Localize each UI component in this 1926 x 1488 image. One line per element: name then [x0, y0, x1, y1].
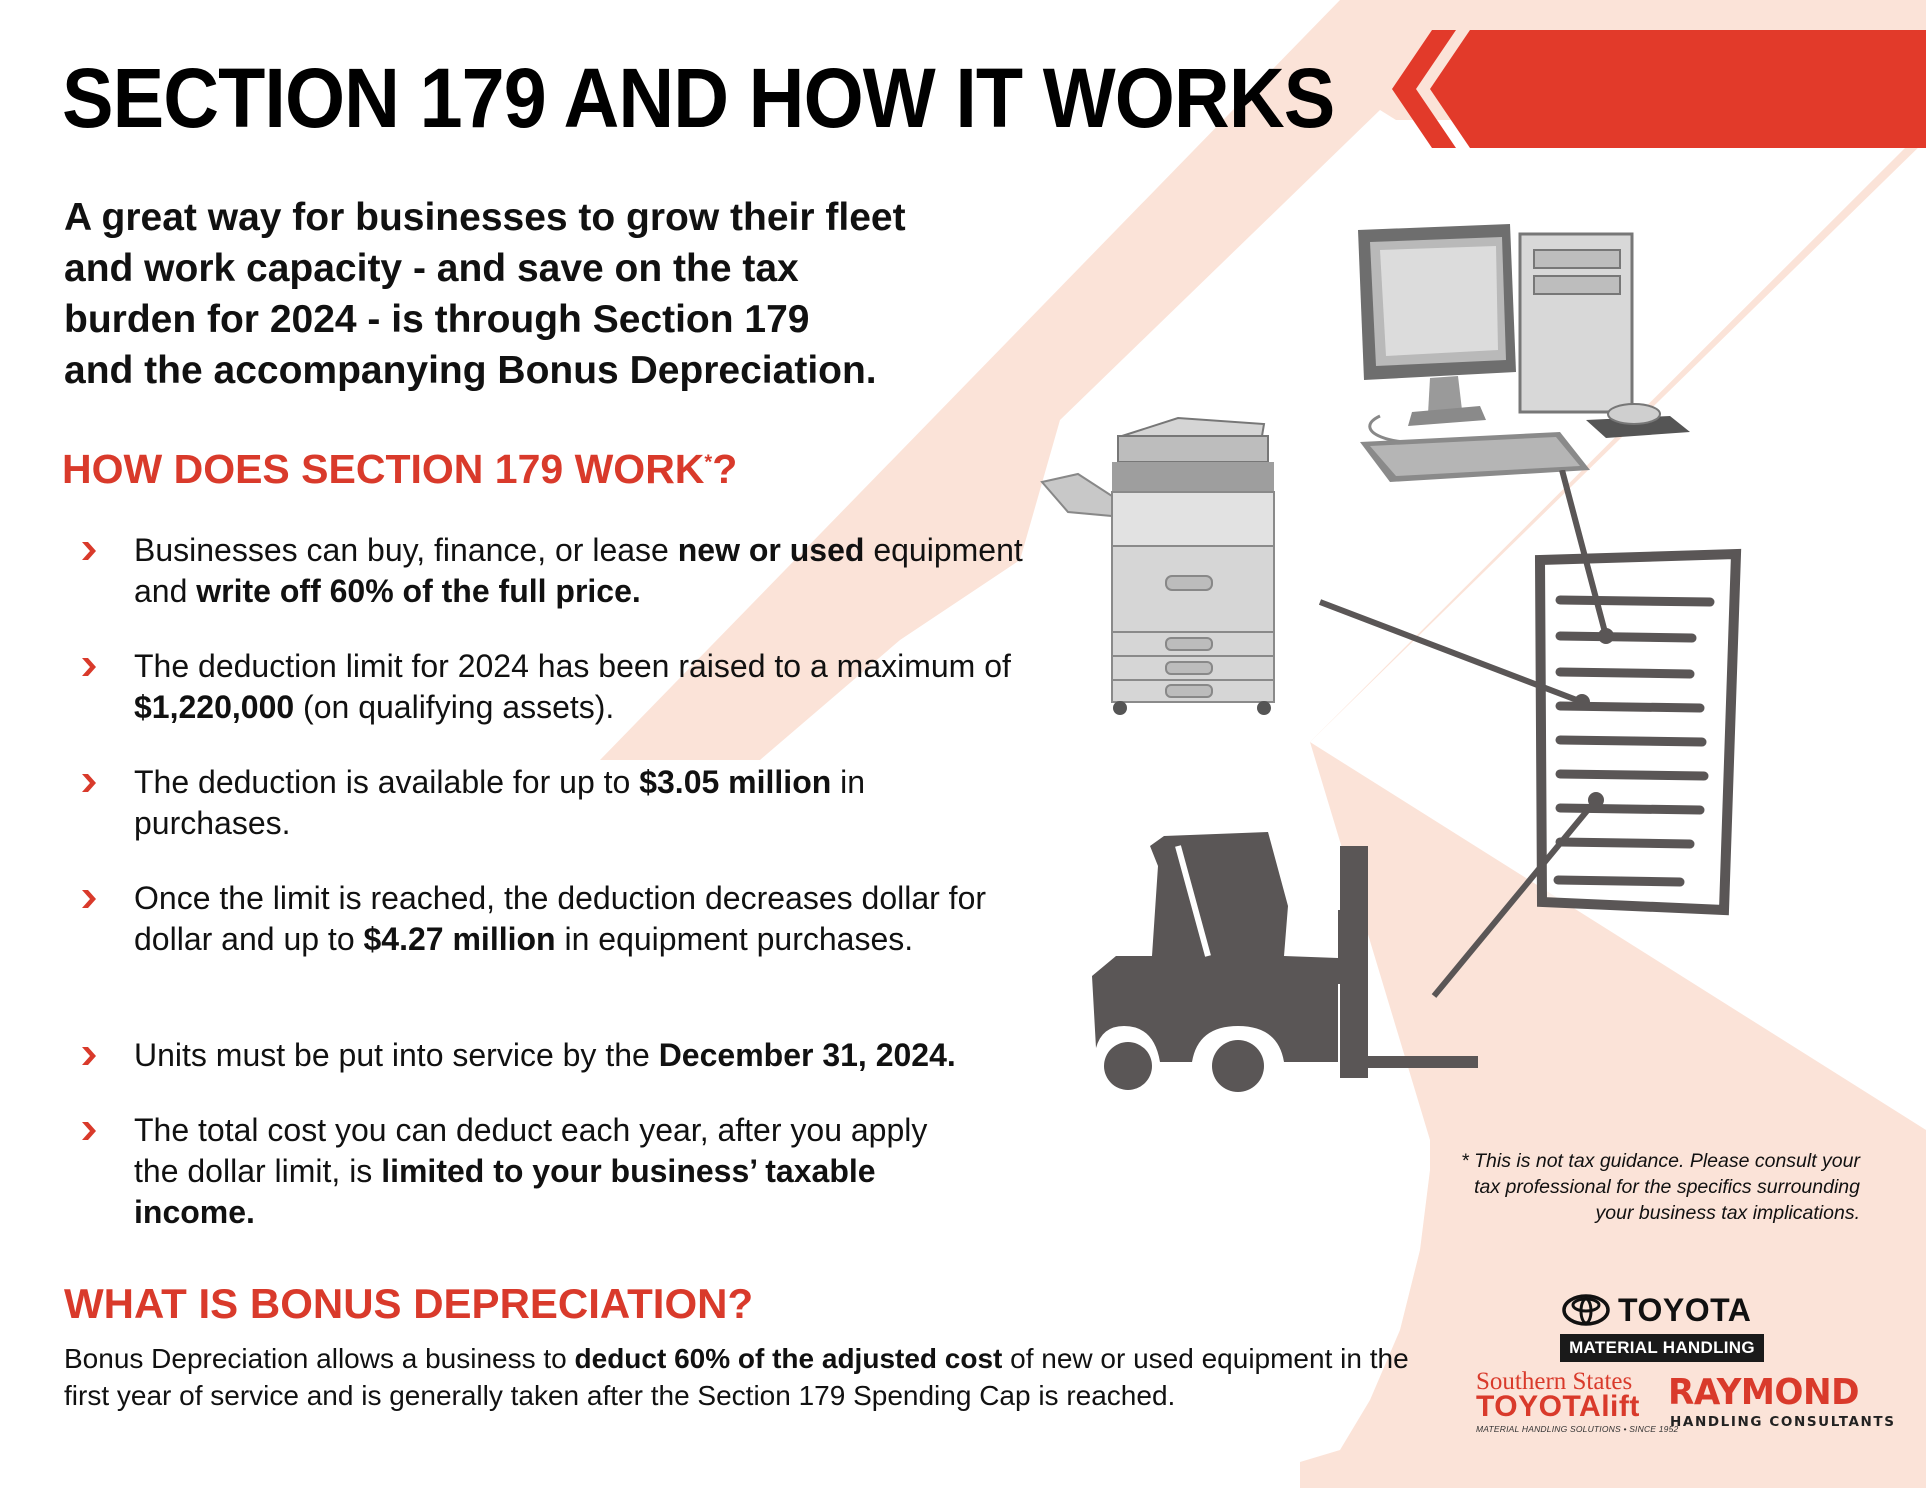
- bullet-bold: write off 60% of the full price.: [196, 573, 641, 609]
- raymond-subtitle: HANDLING CONSULTANTS: [1670, 1414, 1896, 1430]
- intro-line: A great way for businesses to grow their fleet: [64, 196, 906, 239]
- chevron-right-icon: [82, 658, 96, 676]
- computer-icon: [1330, 220, 1730, 490]
- bullet-bold: $1,220,000: [134, 689, 295, 725]
- chevron-right-icon: [82, 1047, 96, 1065]
- chevron-right-icon: [82, 1122, 96, 1140]
- bullet-text: in purchases.: [134, 764, 866, 841]
- bullet-text: The deduction limit for 2024 has been raised to a maximum of: [134, 648, 1011, 684]
- chevron-right-icon: [82, 890, 96, 908]
- logo-block: [1476, 1290, 1896, 1434]
- bullet-text: The deduction is available for up to: [134, 764, 640, 800]
- southern-states-name: Southern States: [1476, 1368, 1633, 1395]
- disclaimer-text: [1320, 1148, 1860, 1226]
- bullet-list: [82, 530, 1042, 1233]
- how-section-heading: [62, 444, 737, 494]
- disclaimer-line: your business tax implications.: [1595, 1202, 1860, 1224]
- intro-paragraph: [64, 192, 984, 396]
- chevron-right-icon: [82, 542, 96, 560]
- bullet-item: [82, 646, 1042, 728]
- toyotalift-tagline: MATERIAL HANDLING SOLUTIONS • SINCE 1952: [1476, 1424, 1679, 1434]
- bullet-bold: December 31, 2024.: [658, 1037, 956, 1073]
- bullet-text: The total cost you can deduct each year, after you apply the dollar limit, is: [134, 1112, 928, 1189]
- disclaimer-line: tax professional for the specifics surrounding: [1474, 1176, 1860, 1198]
- bullet-text: Once the limit is reached, the deduction decreases dollar for dollar and up to: [134, 880, 987, 957]
- material-handling-bar: MATERIAL HANDLING: [1560, 1334, 1764, 1362]
- document-icon: [1300, 470, 1760, 1010]
- toyota-emblem-icon: [1562, 1294, 1610, 1326]
- copier-icon: [1038, 416, 1278, 716]
- toyotalift-wordmark: TOYOTAlift: [1476, 1390, 1640, 1423]
- intro-line: burden for 2024 - is through Section 179: [64, 298, 810, 341]
- bonus-section-heading: WHAT IS BONUS DEPRECIATION?: [64, 1280, 754, 1327]
- how-heading-text: HOW DOES SECTION 179 WORK: [62, 446, 705, 492]
- bullet-text: equipment and: [134, 532, 1023, 609]
- bullet-text: Units must be put into service by the: [134, 1037, 659, 1073]
- raymond-wordmark: RAYMOND: [1668, 1372, 1860, 1413]
- bullet-text: (on qualifying assets).: [294, 689, 615, 725]
- bullet-item: [82, 878, 1034, 1001]
- toyota-wordmark: TOYOTA: [1618, 1291, 1752, 1328]
- bullet-item: [82, 530, 1042, 612]
- bonus-text: of new or used equipment in the first year of service and is generally taken after the Section 179 Spending Cap is reached.: [64, 1343, 1409, 1411]
- intro-line: and work capacity - and save on the tax: [64, 247, 799, 290]
- question-mark: ?: [712, 446, 738, 492]
- bonus-paragraph: [64, 1340, 1444, 1414]
- bonus-text: Bonus Depreciation allows a business to: [64, 1343, 575, 1374]
- bullet-text: Businesses can buy, finance, or lease: [134, 532, 678, 568]
- intro-line: and the accompanying Bonus Depreciation.: [64, 349, 877, 392]
- red-banner: [1430, 30, 1926, 148]
- bullet-item: [82, 1035, 1134, 1076]
- bullet-text: in equipment purchases.: [555, 921, 914, 957]
- bullet-item: [82, 1110, 934, 1233]
- bullet-bold: $3.05 million: [639, 764, 832, 800]
- page-title: SECTION 179 AND HOW IT WORKS: [62, 51, 1335, 145]
- bullet-bold: limited to your business’ taxable income.: [134, 1153, 876, 1230]
- disclaimer-line: * This is not tax guidance. Please consult your: [1461, 1150, 1860, 1172]
- chevron-right-icon: [82, 774, 96, 792]
- bullet-bold: new or used: [677, 532, 865, 568]
- toyota-logo: [1562, 1290, 1751, 1330]
- bullet-bold: $4.27 million: [363, 921, 556, 957]
- asterisk-mark: *: [704, 451, 713, 474]
- bonus-bold: deduct 60% of the adjusted cost: [574, 1343, 1003, 1374]
- bullet-item: [82, 762, 934, 844]
